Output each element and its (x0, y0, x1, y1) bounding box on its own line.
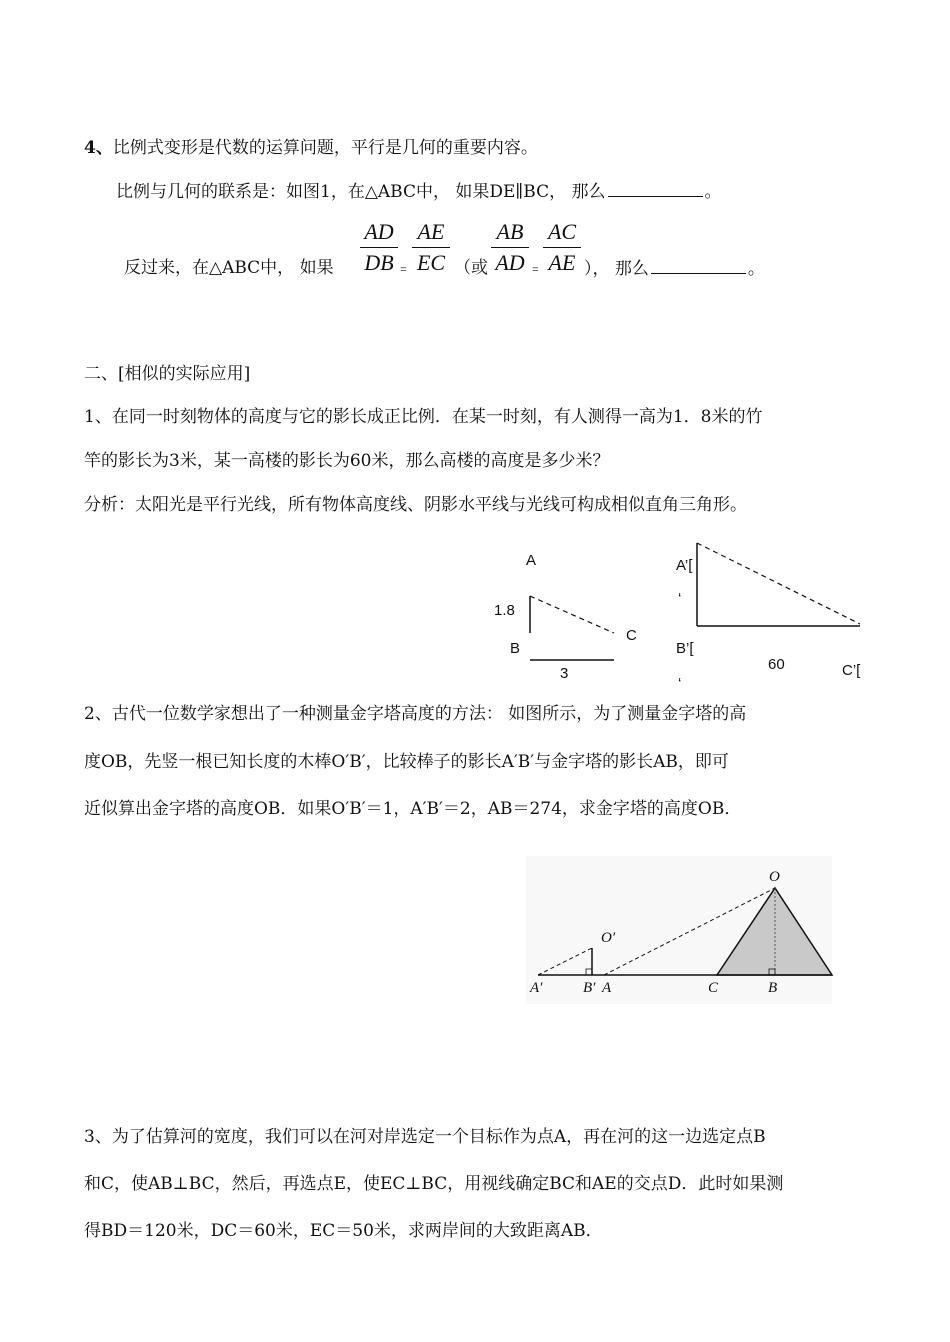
equals-sign-1: = (400, 262, 407, 276)
frac3-denominator: AD (495, 250, 525, 275)
label-b: B (510, 640, 521, 657)
label-a-prime: A’[ (676, 557, 693, 574)
q4-line2-end: 。 (704, 182, 722, 202)
label-shadow: 3 (560, 665, 569, 682)
tick-mark-2: ‘ (678, 675, 682, 692)
tick-mark-1: ‘ (678, 590, 682, 607)
q4-line3-close: ）， 那么 。 (584, 259, 765, 279)
label-b-fig2: B (768, 980, 778, 996)
label-c-fig2: C (708, 980, 719, 996)
p2-line2: 度OB，先竖一根已知长度的木棒O′B′，比较棒子的影长A′B′与金字塔的影长AB，即可 (84, 752, 729, 772)
label-height: 1.8 (494, 602, 515, 619)
label-b-prime-fig2: B′ (583, 980, 596, 996)
label-o-prime: O′ (601, 930, 616, 946)
p1-line2: 竿的影长为3米，某一高楼的影长为60米，那么高楼的高度是多少米？ (84, 451, 610, 471)
p1-analysis: 分析：太阳光是平行光线，所有物体高度线、阴影水平线与光线可构成相似直角三角形。 (84, 495, 747, 515)
frac4-numerator: AC (543, 219, 581, 248)
label-a-fig2: A (602, 980, 612, 996)
q4-line3-start: 反过来，在△ABC中， 如果 (124, 258, 334, 278)
frac1-denominator: DB (364, 250, 394, 275)
section2-heading: 二、[相似的实际应用] (84, 364, 251, 384)
p2-line3: 近似算出金字塔的高度OB．如果O′B′＝1，A′B′＝2，AB＝274，求金字塔的高度OB． (84, 799, 742, 819)
equals-sign-2: = (532, 262, 539, 276)
label-c-prime: C’[ (842, 662, 861, 679)
label-a: A (526, 552, 537, 569)
p3-line2: 和C，使AB⊥BC，然后，再选点E，使EC⊥BC，用视线确定BC和AE的交点D．此时如果测 (84, 1174, 784, 1194)
p2-line1: 2、古代一位数学家想出了一种测量金字塔高度的方法： 如图所示，为了测量金字塔的高 (84, 704, 747, 724)
q4-intro: 比例式变形是代数的运算问题，平行是几何的重要内容。 (112, 138, 538, 158)
q4-line2-text: 比例与几何的联系是：如图1，在△ABC中， 如果DE∥BC， 那么 (116, 182, 606, 202)
label-o: O (769, 869, 780, 885)
or-text: （或 (454, 258, 488, 278)
frac2-numerator: AE (412, 219, 450, 248)
frac4-denominator: AE (548, 250, 576, 275)
q4-number: 4、 (84, 138, 113, 158)
frac2-denominator: EC (416, 250, 446, 275)
frac1-numerator: AD (360, 219, 398, 248)
frac3-numerator: AB (491, 219, 529, 248)
p1-line1: 1、在同一时刻物体的高度与它的影长成正比例．在某一时刻，有人测得一高为1．8米的竹 (84, 407, 763, 427)
label-b-prime: B’[ (676, 640, 694, 657)
label-a-prime-fig2: A′ (530, 980, 543, 996)
label-c: C (626, 627, 637, 644)
label-shadow-60: 60 (768, 656, 785, 673)
p3-line1: 3、为了估算河的宽度，我们可以在河对岸选定一个目标作为点A，再在河的这一边选定点B (84, 1127, 766, 1147)
p3-line3: 得BD＝120米，DC＝60米，EC＝50米，求两岸间的大致距离AB． (84, 1221, 603, 1241)
